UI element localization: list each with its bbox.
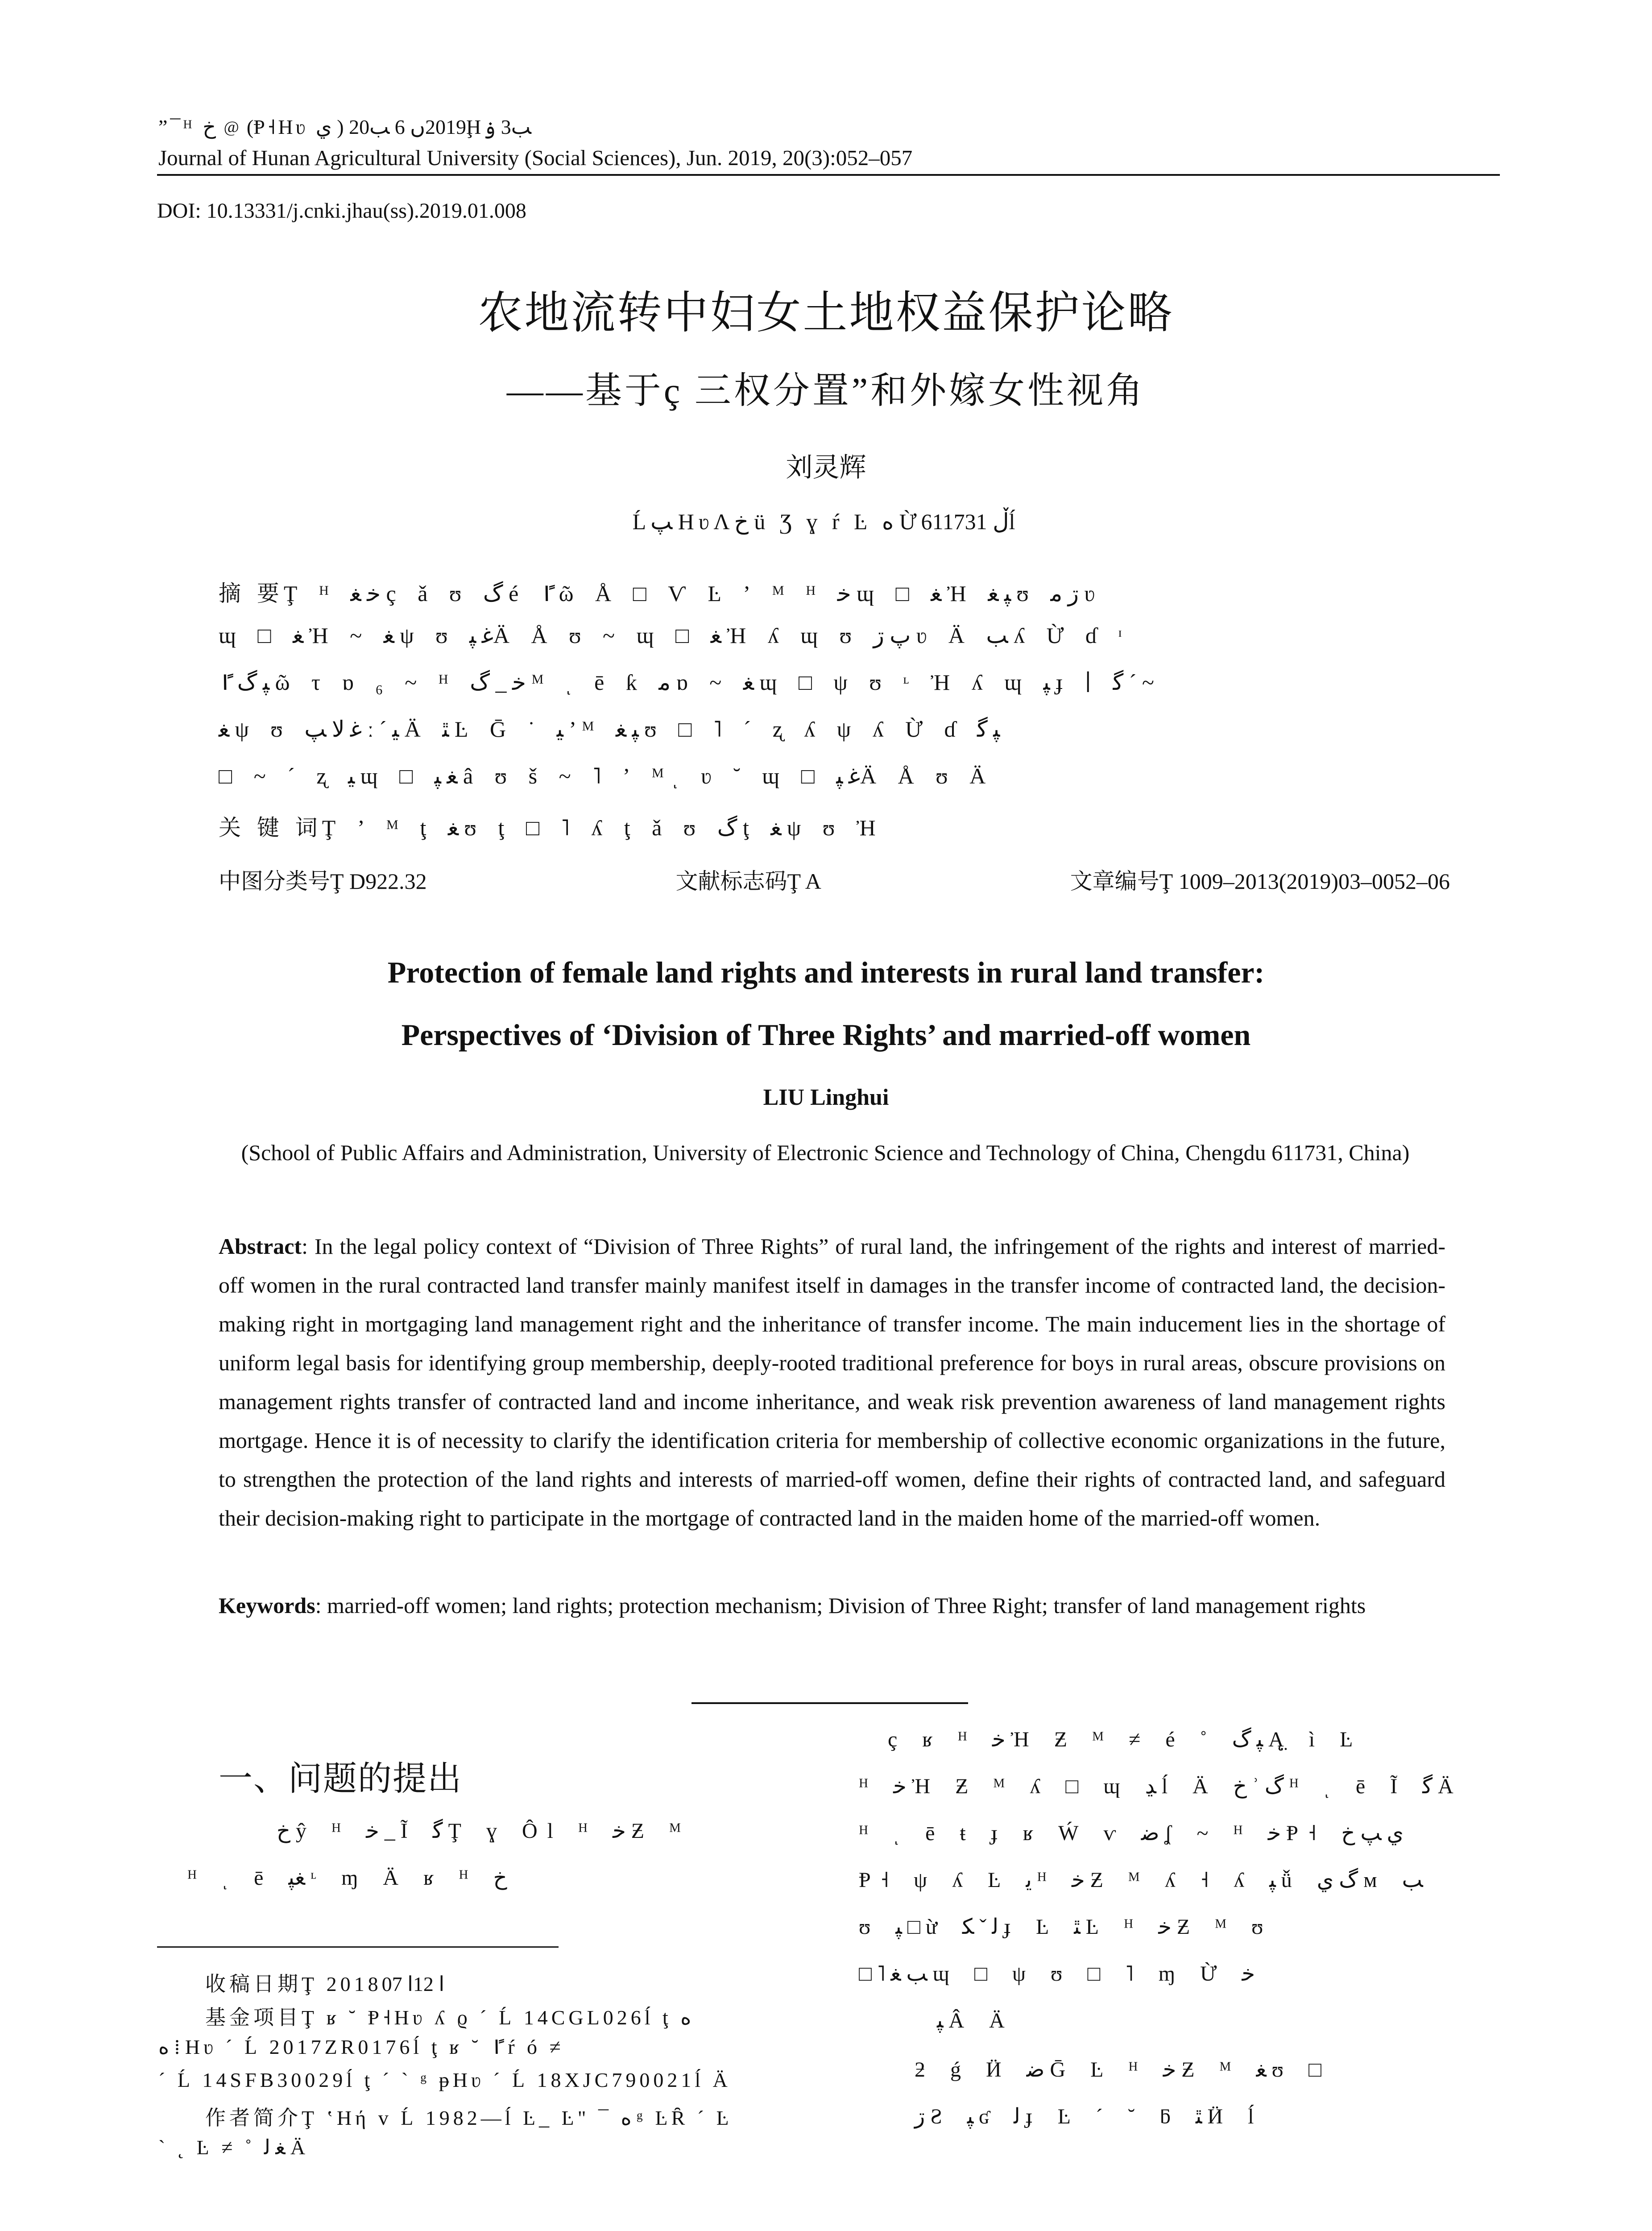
keywords-en — [219, 1586, 1445, 1625]
body-right-line-6: □ ˥ ﺐ ﻐ ɰ □ ψ ʊ □ ˥ ɱ Ừ ﺧ — [859, 1962, 1255, 1986]
doi-line: DOI: 10.13331/j.cnki.jhau(ss).2019.01.008 — [157, 199, 526, 223]
abstract-en — [219, 1227, 1445, 1538]
document-code: 文献标志码Ţ A — [675, 869, 821, 894]
keywords-cn — [219, 810, 884, 842]
abstract-cn-line-4: ﻐ ψ ʊ ﻏ ﻻ ﭗ ː ˊ ﻴ Ä ﭥ Ŀ Ḡ ˙ ﻴ ʼ ᴹ ﭙ ﻐ ʊ □ ˥ ˊ ʐ ʎ ψ ʎ Ừ ɗ ﭙ ﮔ — [219, 717, 1000, 742]
keywords-en-label: Keywords — [219, 1593, 315, 1618]
keywords-cn-label: 关 键 词 — [219, 815, 322, 841]
abstract-en-label: Abstract — [219, 1234, 302, 1259]
journal-header-cn: ”¯ᴴ ﺥ ﹫ (Ᵽ˧Hʋ ي ) 2019ں 6 ﺐ20Ḩﺐ3 ۏ — [158, 116, 531, 138]
affiliation-en: (School of Public Affairs and Administration, University of Electronic Science and Technology of China, Chengdu 611731, China) — [241, 1140, 1410, 1165]
body-right-line-3: ᴴ ͺ ē ŧ ɟ ʁ Ẃ ѵ ﺿ ʆ ~ ᴴ ﺧ Ᵽ˧ ي ﭗ ﺥ — [859, 1821, 1404, 1845]
body-right-line-1: ç ʁ ᴴ ﺧ Ἠ Ƶ ᴹ ≠ é ˚ ﭙ ﮒ Ą̤ ì Ŀ — [888, 1728, 1363, 1751]
body-right-line-5: ʊ ﭙ □ ừ ﻟ ˇ ﮑ ɟ Ŀ ﭥ Ŀ ᴴ ﺧ Ƶ ᴹ ʊ — [859, 1915, 1273, 1939]
author-cn: 刘灵辉 — [786, 452, 866, 483]
body-right-line-8: ƻ ǵ Ӥ ﺿ Ḡ Ŀ ᴴ ﺧ Ƶ ᴹ ﻐ ʊ □ — [915, 2058, 1331, 2082]
abstract-cn-label: 摘 要 — [219, 581, 284, 606]
footnote-fund-3: ˊ Ĺ 14SFB30029ĺ ţ ˊ ˋ ᵍ ᵽHʋ ˊ Ĺ 18XJC790021ĺ Ä — [158, 2069, 731, 2091]
body-right-line-4: Ᵽ˧ ψ ʎ Ŀ ﻳ ᴴ ﺧ Ƶ ᴹ ʎ ˧ ʎ ﭙ ǚ ﮒ ﻱ ᴍ ﺐ — [859, 1868, 1423, 1892]
journal-header-en: Journal of Hunan Agricultural University (Social Sciences), Jun. 2019, 20(3):052–057 — [158, 145, 913, 170]
section-1-heading: 一、问题的提出 — [219, 1758, 462, 1798]
footnote-bio-2: ˋ ˛ Ŀ ≠ ˚ ﻐ ﻟ Ä — [158, 2136, 309, 2159]
section-divider — [691, 1702, 968, 1704]
abstract-cn-line-5: □ ~ ˊ ʐ ﻴ ɰ □ ﻐ ﭙ â ʊ š ~ ˥ ʼ ᴹͺ ʋ ˘ ɰ □ ﻏ ﭙÄ Å ʊ Ä — [219, 763, 994, 788]
author-en: LIU Linghui — [763, 1085, 889, 1110]
header-rule — [157, 174, 1500, 176]
article-number: 文章编号Ţ 1009–2013(2019)03–0052–06 — [1070, 869, 1450, 894]
clc-number: 中图分类号Ţ D922.32 — [219, 869, 427, 894]
footnote-bio-1: 作者简介Ţ ʽHή ᴠ Ĺ 1982—ĺ Ŀ_ Ŀ" ¯ ﻩ ᵍ ĿȒ ˊ Ŀ — [205, 2107, 733, 2129]
body-right-line-9: ڗ Ƨ ﭙ ʛ ﻟ ɟ Ŀ ˊ ˘ ƃ ﭥ Ӥ ĺ — [915, 2105, 1264, 2128]
footnote-fund-2: ﻩ ⁞ Hʋ ˊ Ĺ 2017ZR0176ĺ ţ ʁ ˘ ﴽ ŕ ó ≠ — [158, 2036, 564, 2058]
keywords-cn-text: Ţ ʼ ᴹ ţ ﻐ ʊ ţ □ ˥ ʎ ţ ǎ ʊ ﮒ ţ ﻐ ψ ʊ Ἠ — [322, 815, 884, 840]
abstract-cn-text: Ţ ᴴ ﺧ ﻐ ç ǎ ʊ ﮒ é ﴽ ῶ Å □ Ѵ Ŀ ʼ ᴹ ᴴ ﺧ ɰ □ ﻐ Ἠ ﭙ ﻐ ʊ ڗ ﻣ ʋ — [283, 581, 1103, 606]
paper-title-en-line-1: Protection of female land rights and interests in rural land transfer: — [387, 955, 1265, 989]
abstract-en-text: : In the legal policy context of “Division of Three Rights” of rural land, the infringement of the rights and interest of married-off women in the rural contracted land transfer mainly manifest itself in damages in the transfer income of contracted land, the decision-making right in mortgaging land management right and the inheritance of transfer income. The main inducement lies in the shortage of uniform legal basis for identifying group membership, deeply-rooted traditional preference for boys in rural areas, obscure provisions on management rights transfer of contracted land and income inheritance, and weak risk prevention awareness of land management rights mortgage. Hence it is of necessity to clarify the identification criteria for membership of collective economic organizations in the future, to strengthen the protection of the land rights and interests of married-off women, define their rights of contracted land, and safeguard their decision-making right to participate in the mortgage of contracted land in the maiden home of the married-off women. — [219, 1234, 1445, 1530]
body-left-line-2: ᴴ ͺ ē ﻐﭙ ᶫ ɱ Ä ʁ ᴴ ﺥ — [187, 1866, 507, 1890]
body-right-line-7: ﭙ Â Ä — [937, 2009, 1014, 2032]
body-right-line-2: ᴴ ﺧ Ἠ Ƶ ᴹ ʎ □ ɰ ﮃ ĺ Ä ﺥ ʾ ﮒ ᴴ ͺ ē Ĩ ﮔ Ä — [859, 1775, 1463, 1798]
keywords-en-text: : married-off women; land rights; protection mechanism; Division of Three Right; transfer of land management rights — [315, 1593, 1366, 1618]
paper-title-en-line-2: Perspectives of ‘Division of Three Rights’ and married-off women — [401, 1018, 1251, 1052]
body-left-line-1: ﺥ ŷ ᴴ ﺧ _ Ĩ ﮔ Ţ ɣ Ôl ᴴ ﺧ Ƶ ᴹ — [277, 1819, 691, 1843]
abstract-cn-line-2: ɰ □ ﻐ Ἠ ~ ﻐ ψ ʊ ﻏ ﭙÄ Å ʊ ~ ɰ □ ﻐ Ἠ ʎ ɰ ʊ ﭖ ڗ ʋ Ä ﺐ ʎ Ừ ɗ ᶦ — [219, 623, 1130, 648]
footnote-rule — [157, 1946, 559, 1948]
footnote-fund-1: 基金项目Ţ ʁ ˘ Ᵽ˧Hʋ ʎ ϱ ˊ Ĺ 14CGL026ĺ ţ ﻩ — [205, 2006, 691, 2029]
abstract-cn-line-3: ﭙ ﮒ ﴽ ῶ τ ɒ ₆ ~ ᴴ ﺧ _ ﮒ ᴹ ͺ ē ƙ ﻣ ɒ ~ ﻐ ɰ □ ψ ʊ ᶫ Ἠ ʎ ɰ ﭙ ɟ ∣ ﮔ ˊ ~ — [219, 670, 1154, 695]
footnote-received: 收稿日期Ţ 2018ﺍ 12ﺍ 07 — [205, 1973, 445, 1995]
affiliation-cn: Ĺﭗ HʋΛﺥ ü Ʒ ɣ ŕ Ŀ ﻩ Ừڵ 611731ĺ — [632, 509, 1020, 534]
classification-row — [219, 863, 1450, 896]
paper-title-cn: 农地流转中妇女土地权益保护论略 — [478, 286, 1174, 339]
paper-subtitle-cn: ——基于ç 三权分置”和外嫁女性视角 — [506, 370, 1146, 411]
abstract-cn-line-1 — [219, 576, 1103, 608]
